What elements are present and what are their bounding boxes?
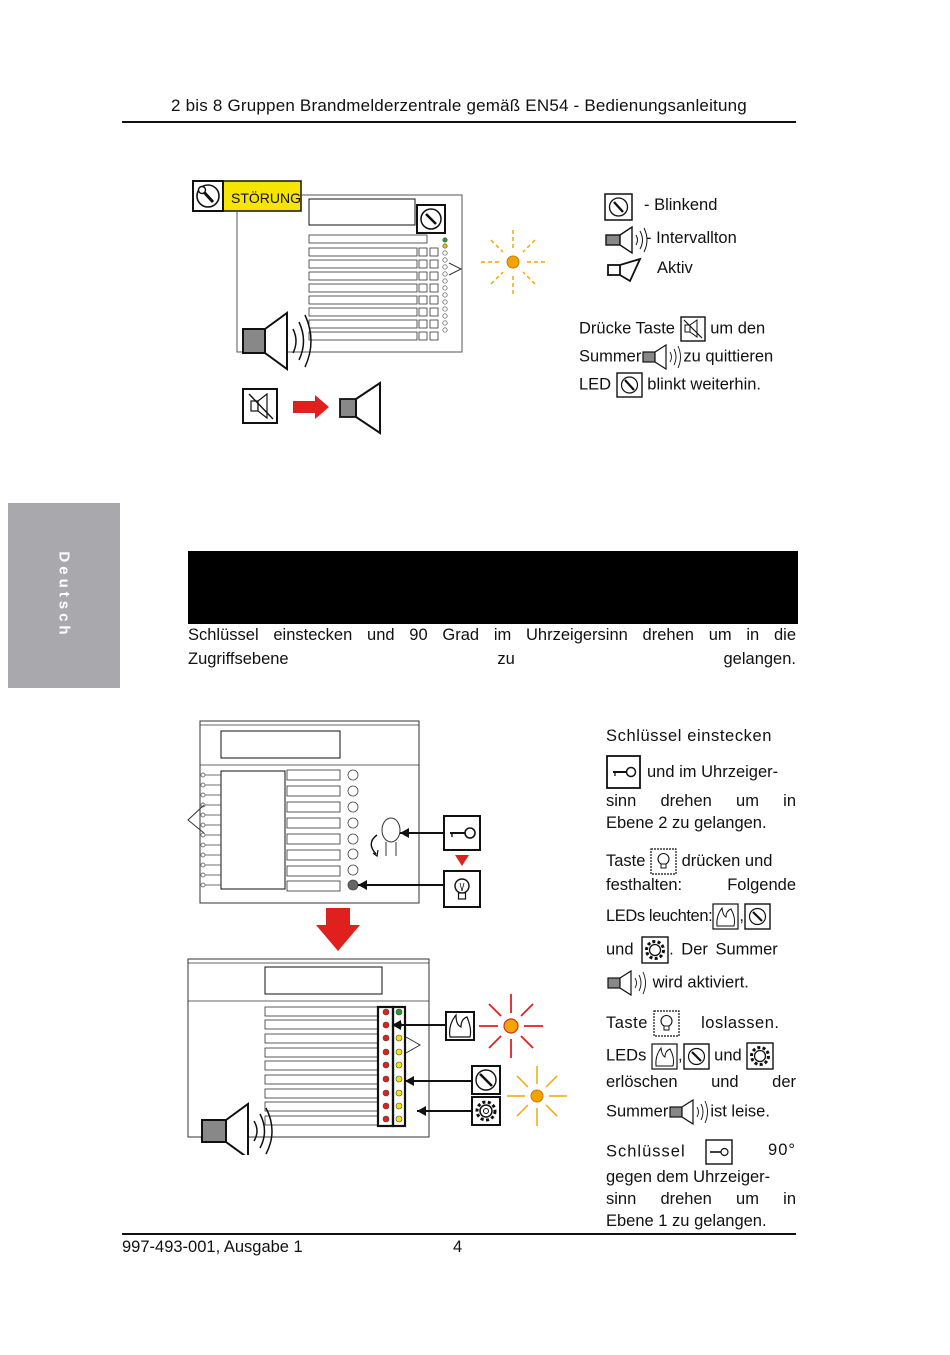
key-icon [705,1139,733,1165]
section-heading-bar [188,551,798,624]
bulb-button-icon [650,848,677,875]
step3-line3: erlöschen und der [606,1073,796,1091]
header-rule [122,121,796,123]
step2-line5: wird aktiviert. [606,969,749,997]
red-down-arrow-icon [455,855,469,866]
step3-line1: Taste loslassen. [606,1010,796,1037]
side-tab-label: Deutsch [55,551,73,639]
step1-line2: und im Uhrzeiger- [647,763,779,781]
step4-line2: gegen dem Uhrzeiger- [606,1168,771,1186]
speaker-off-icon [606,256,642,284]
legend-active: Aktiv [657,259,693,277]
step3-line4: Summer ist leise. [606,1098,770,1126]
wrench-icon [744,903,771,930]
key-icon [606,755,641,789]
wrench-icon [683,1043,710,1070]
access-level-diagram [180,715,580,1155]
section2-intro: Schlüssel einstecken und 90 Grad im Uhrzeigersinn drehen um in die Zugriffsebene zu gelangen. [188,626,796,668]
step1-line3: sinn drehen um in [606,792,796,810]
speaker-icon [243,313,311,369]
step4-line3: sinn drehen um in [606,1190,796,1208]
blinking-led-icon [481,230,545,294]
fire-icon [651,1043,678,1070]
language-side-tab [8,503,120,688]
gear-icon [641,936,669,964]
blinking-led-icon [507,1066,567,1126]
wrench-icon [616,372,643,398]
stoerung-badge-label: STÖRUNG [231,190,301,206]
red-led-icon [479,994,543,1058]
footer-page-number: 4 [453,1238,463,1256]
step4-line1: Schlüssel 90° [606,1139,796,1165]
speaker-icon [604,225,648,255]
step2-line3: LEDs leuchten: , [606,903,771,930]
step4-line4: Ebene 1 zu gelangen. [606,1212,767,1230]
red-arrow-icon [293,395,329,419]
mute-button-icon [243,389,277,423]
wrench-icon [604,193,634,221]
instruction-line-1: Drücke Taste um den [579,316,765,342]
bulb-button-icon [653,1010,680,1037]
instruction-line-2: Summer zu quittieren [579,344,773,370]
step1-line4: Ebene 2 zu gelangen. [606,814,767,832]
speaker-icon [606,969,648,997]
step3-line2: LEDs , und [606,1042,796,1070]
legend-interval-tone: - Intervallton [646,229,737,247]
gear-icon [746,1042,774,1070]
step2-line1: Taste drücken und [606,848,796,875]
mute-button-icon [680,316,706,342]
step2-line4: und . Der Summer [606,936,796,964]
fault-panel-diagram [185,175,575,445]
instruction-line-3: LED blinkt weiterhin. [579,372,761,398]
step1-line1: Schlüssel einstecken [606,727,773,745]
speaker-icon [340,383,380,433]
page-header-title: 2 bis 8 Gruppen Brandmelderzentrale gemäß EN54 - Bedienungsanleitung [171,96,747,115]
footer-rule [122,1233,796,1235]
legend-blinking: - Blinkend [644,196,718,214]
speaker-icon [641,344,683,370]
step2-line2: festhalten: Folgende [606,876,796,894]
fire-icon [712,903,739,930]
red-arrow-icon [316,908,360,951]
footer-doc-number: 997-493-001, Ausgabe 1 [122,1238,303,1256]
speaker-icon [668,1098,710,1126]
